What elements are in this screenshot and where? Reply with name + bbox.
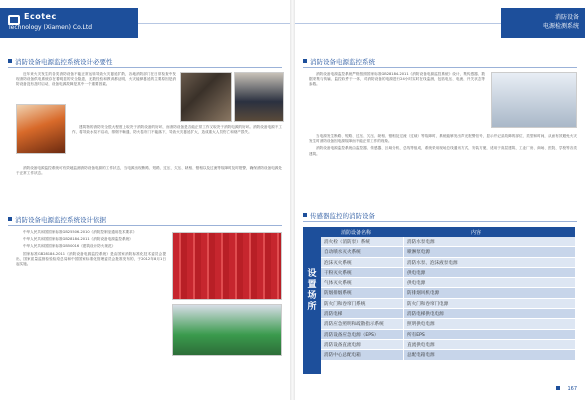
- table-column-divider: [403, 258, 404, 267]
- header-category-bar: [501, 8, 585, 38]
- table-row: [321, 237, 575, 247]
- section-title-necessity: 消防设备电源监控系统设计必要性: [15, 58, 113, 66]
- monitor-panel-photo: [491, 72, 577, 128]
- header-rule: [295, 23, 501, 24]
- table-cell-content: 防排烟风机电源: [407, 291, 440, 297]
- paragraph: 中华人民共和国国家标准GB25506-2010《消防控制室通用技术要求》: [23, 230, 137, 234]
- table-column-divider: [403, 278, 404, 287]
- table-column-divider: [403, 247, 404, 256]
- paragraph: 中华人民共和国国家标准GB28184-2011《消防设备电源监控系统》: [23, 237, 133, 242]
- table-cell-device: 自动喷水灭火系统: [324, 250, 361, 256]
- paragraph: 消防设备电源监控系统由监控器、传感器、区域分机、总线等组成，系统采用现场总线通讯方式，安装方便，适用于高层建筑、工业厂房、商场、医院、学校等各类建筑。: [309, 146, 577, 156]
- table-cell-content: 消防电梯供电电源: [407, 312, 444, 318]
- page-number-marker-icon: [556, 386, 560, 390]
- system-text-block-1: [309, 72, 485, 132]
- firefighter-photo: [234, 72, 284, 122]
- table-cell-device: 消防设备应急电源（EPS）: [324, 332, 379, 338]
- table-row: [321, 319, 575, 329]
- table-row: [321, 330, 575, 340]
- table-row: [321, 268, 575, 278]
- header-brand-bar: [0, 8, 138, 38]
- red-pipes-photo: [172, 232, 282, 300]
- sprinkler-system-photo: [172, 304, 282, 356]
- section-marker-icon: [303, 59, 307, 63]
- header-category: [543, 13, 579, 31]
- table-row: [321, 278, 575, 288]
- table-row: [321, 258, 575, 268]
- table-header-device: 消防设备名称: [341, 230, 372, 236]
- table-side-label: 设置场所: [307, 269, 317, 312]
- table-row: [321, 350, 575, 360]
- table-cell-content: 照明供电电源: [407, 322, 435, 328]
- section-marker-icon: [8, 59, 12, 63]
- table-column-divider: [403, 268, 404, 277]
- paragraph: 国家标准GB28184-2011《消防设备电源监控系统》是由国家消防标准化技术委员会提出，国家质量监督检验检疫总局和中国国家标准化管理委员会批准发布的，于2012年8月1日起实施。: [16, 251, 166, 267]
- table-row: [321, 309, 575, 319]
- table-cell-device: 防烟排烟系统: [324, 291, 352, 297]
- brand-name: Ecotec: [24, 12, 57, 21]
- table-cell-device: 消火栓（消防泵）系统: [324, 240, 370, 245]
- section-marker-icon: [303, 213, 307, 217]
- table-cell-device: 泡沫灭火系统: [324, 260, 352, 266]
- paragraph: 近年来火灾发生的各类消防设备不能正常运转导致火灾蔓延扩散，各地消防部门在日常检查中发现消防设备供电系统存在着明显的安全隐患，无数经验和教训都证明，火灾能够蔓延的主要原因是消防设备没有及时启动，设备电源故障是其中一个重要因素。: [16, 72, 176, 87]
- table-column-divider: [403, 350, 404, 359]
- table-cell-device: 防火门和卷帘门系统: [324, 301, 366, 307]
- table-cell-content: 消防水泵、泡沫液泵电源: [407, 260, 458, 266]
- table-cell-content: 消防水泵电源: [407, 240, 435, 245]
- table-cell-device: 消防应急照明和疏散指示系统: [324, 322, 384, 328]
- section-rule: [303, 67, 577, 68]
- monitored-devices-table: [303, 227, 575, 374]
- section-title-system: 消防设备电源监控系统: [310, 58, 375, 66]
- table-column-divider: [403, 237, 404, 246]
- table-column-divider: [403, 319, 404, 328]
- necessity-text-block-3: [16, 166, 282, 196]
- table-cell-content: 所有EPS: [407, 332, 425, 338]
- table-cell-content: 防火门和卷帘门电源: [407, 301, 449, 307]
- table-cell-device: 消防电梯: [324, 312, 343, 318]
- table-row: [321, 340, 575, 350]
- brand-logo: [8, 11, 130, 35]
- paragraph: 中华人民共和国国家标准GB50016《建筑设计防火规范》: [23, 244, 116, 249]
- basis-text-block: [16, 230, 166, 380]
- table-column-divider: [403, 330, 404, 339]
- section-title-monitored-devices: 传感器监控的消防设备: [310, 212, 375, 220]
- table-header-content: 内容: [471, 230, 482, 236]
- table-column-divider: [403, 340, 404, 349]
- table-cell-device: 干粉灭火系统: [324, 270, 352, 276]
- system-text-block-2: [309, 134, 577, 208]
- paragraph: 消防设备电源监控系统可有效地监测消防设备电源的工作状态，当电源出现断路、短路、过压、欠压、缺相、错相以及过流等故障时及时报警，确保消防设备电源处于正常工作状态。: [16, 166, 282, 176]
- fire-blaze-photo: [16, 104, 66, 154]
- table-cell-content: 直流供电电源: [407, 342, 435, 348]
- fire-scene-photo: [180, 72, 232, 122]
- table-header: [321, 227, 575, 237]
- page-number: 167: [567, 386, 577, 392]
- section-rule: [303, 221, 577, 222]
- table-cell-content: 供电电源: [407, 281, 426, 287]
- paragraph: 建筑物的消防安全很大程度上取决于消防设备的好坏，而消防设备是否能正常工作又取决于消防电源的好坏。消防设备电源不工作，将导致水泵不启动，排烟不畅通，防火卷帘门不能落下，导致火灾蔓延扩大，造成重大人员伤亡和财产损失。: [72, 125, 282, 135]
- section-title-basis: 消防设备电源监控系统设计依据: [15, 216, 106, 224]
- table-cell-device: 消防中心总配电箱: [324, 353, 361, 359]
- left-page: [0, 0, 290, 400]
- table-row: [321, 299, 575, 309]
- table-cell-device: 气体灭火系统: [324, 281, 352, 287]
- section-marker-icon: [8, 217, 12, 221]
- section-rule: [8, 67, 282, 68]
- paragraph: 当电源发生断路、短路、过压、欠压、缺相、错相及过流（过载）等故障时，系统能够发出声光报警信号，显示并记录故障的部位、类型和时间，从而有效避免火灾发生时消防设备因电源故障而不能正常工作的现象。: [309, 134, 577, 144]
- header-rule: [138, 23, 290, 24]
- table-cell-content: 总配电箱电源: [407, 353, 435, 359]
- table-cell-device: 消防设备直流电源: [324, 342, 361, 348]
- table-column-divider: [403, 288, 404, 297]
- table-cell-content: 供电电源: [407, 270, 426, 276]
- table-column-divider: [403, 309, 404, 318]
- header-category-line1: 消防设备: [554, 14, 579, 21]
- necessity-text-block-2: [72, 125, 282, 165]
- header-category-line2: 电源检测系统: [542, 23, 579, 30]
- table-column-divider: [403, 299, 404, 308]
- table-row: [321, 247, 575, 257]
- paragraph: 消防设备电源监控系统严格按照国家标准GB28184-2011《消防设备电源监控系统》设计，集传感器、数据采集与传输、监控软件于一体，对消防设备的电源进行24小时实时在线监测，包括电压、电流、开关状态等参数。: [309, 72, 485, 87]
- section-rule: [8, 225, 282, 226]
- table-side-label-bar: [303, 227, 321, 374]
- table-cell-content: 喷淋泵电源: [407, 250, 430, 256]
- brand-subtitle: Technology (Xiamen) Co.Ltd: [8, 24, 93, 31]
- table-body: [321, 237, 575, 361]
- table-row: [321, 288, 575, 298]
